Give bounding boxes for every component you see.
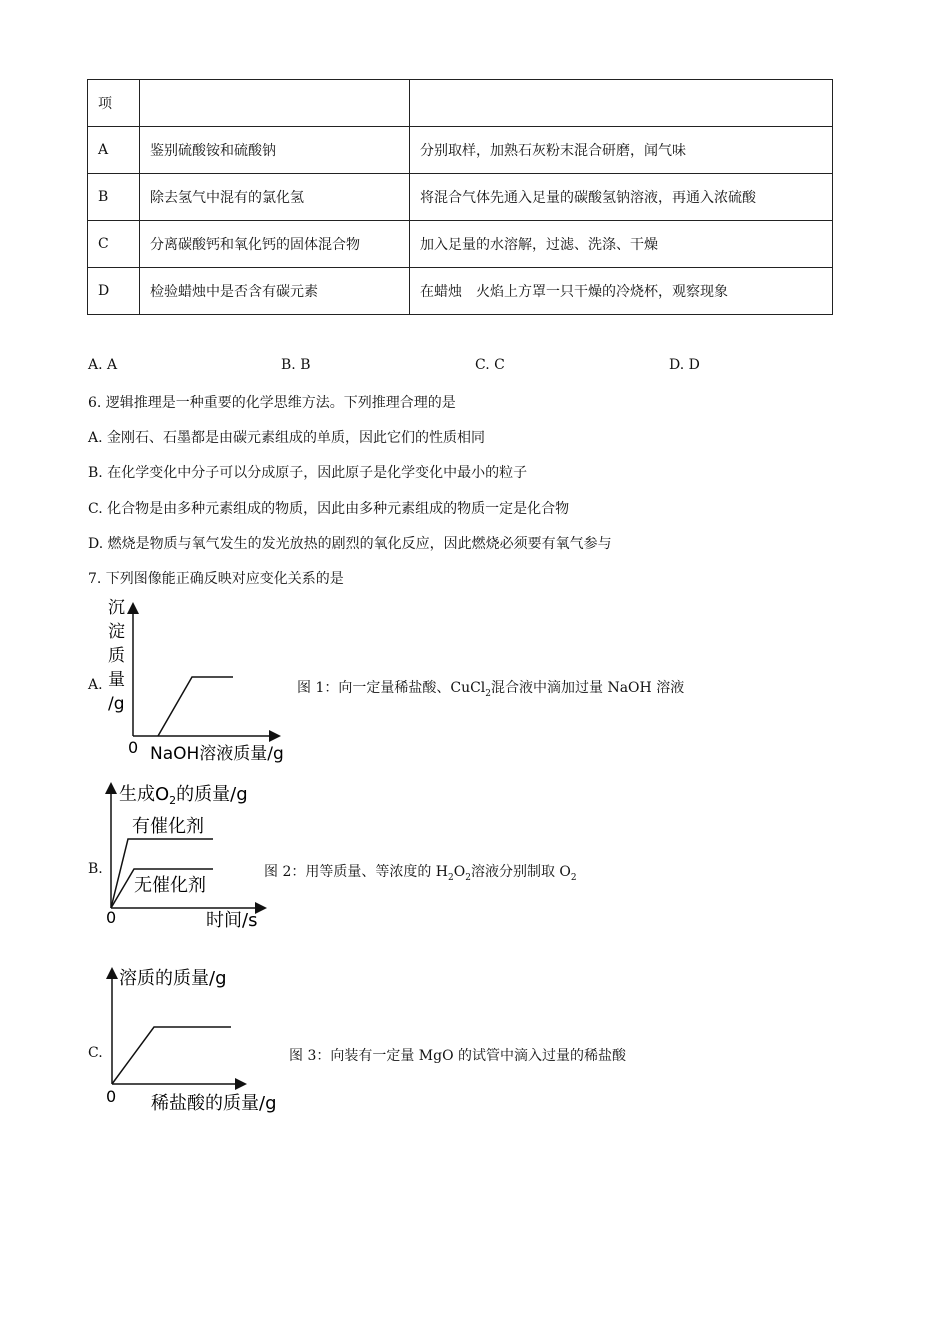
- caption-text: 图 1：向一定量稀盐酸、CuCl: [297, 680, 486, 696]
- table-header-cell: [140, 80, 410, 127]
- row-method: 将混合气体先通入足量的碳酸氢钠溶液，再通入浓硫酸: [410, 174, 833, 221]
- row-purpose: 分离碳酸钙和氧化钙的固体混合物: [140, 221, 410, 268]
- row-letter: A: [88, 127, 140, 174]
- figure-3-caption: 图 3：向装有一定量 MgO 的试管中滴入过量的稀盐酸: [289, 1048, 627, 1064]
- row-purpose: 检验蜡烛中是否含有碳元素: [140, 268, 410, 315]
- origin-label: 0: [106, 908, 117, 927]
- table-row: [88, 221, 833, 268]
- table-row: [88, 174, 833, 221]
- caption-subscript: 2: [448, 872, 454, 883]
- row-purpose: 鉴别硫酸铵和硫酸钠: [140, 127, 410, 174]
- label-without-catalyst: 无催化剂: [134, 875, 206, 896]
- caption-text: 溶液分别制取 O: [470, 864, 571, 880]
- q6-option-b[interactable]: B. 在化学变化中分子可以分成原子，因此原子是化学变化中最小的粒子: [88, 465, 528, 481]
- row-letter: C: [88, 221, 140, 268]
- y-label-char: /g: [108, 694, 125, 714]
- x-axis-label: 稀盐酸的质量/g: [151, 1093, 277, 1114]
- row-letter: B: [88, 174, 140, 221]
- q7-stem: 7. 下列图像能正确反映对应变化关系的是: [88, 571, 344, 587]
- table-row: [88, 127, 833, 174]
- x-axis-label: 时间/s: [206, 910, 258, 931]
- row-purpose: 除去氢气中混有的氯化氢: [140, 174, 410, 221]
- choice-d[interactable]: D. D: [669, 357, 700, 373]
- q6-stem: 6. 逻辑推理是一种重要的化学思维方法。下列推理合理的是: [88, 395, 456, 411]
- caption-subscript: 2: [465, 872, 471, 883]
- precipitate-curve: [158, 677, 233, 736]
- options-table: [87, 79, 833, 315]
- choice-c[interactable]: C. C: [475, 357, 505, 373]
- caption-text: O: [453, 864, 466, 880]
- fig-c-letter[interactable]: C.: [88, 1045, 103, 1061]
- y-axis-label: 生成$O_2$的质量/g: [119, 784, 248, 807]
- origin-label: 0: [106, 1087, 117, 1106]
- row-method: 加入足量的水溶解，过滤、洗涤、干燥: [410, 221, 833, 268]
- y-label-char: 淀: [108, 622, 125, 642]
- figure-1-chart: [100, 595, 300, 770]
- figure-3-chart: [100, 958, 300, 1118]
- figure-2-chart: [100, 775, 275, 935]
- q6-option-c[interactable]: C. 化合物是由多种元素组成的物质，因此由多种元素组成的物质一定是化合物: [88, 501, 570, 517]
- figure-1-caption: [297, 677, 684, 699]
- choice-b[interactable]: B. B: [281, 357, 311, 373]
- q6-option-a[interactable]: A. 金刚石、石墨都是由碳元素组成的单质，因此它们的性质相同: [88, 430, 486, 446]
- table-header-cell: 项: [88, 80, 140, 127]
- row-letter: D: [88, 268, 140, 315]
- caption-text: 混合液中滴加过量 NaOH 溶液: [491, 680, 685, 696]
- x-axis-label: NaOH溶液质量/g: [150, 744, 284, 764]
- caption-text: 图 2：用等质量、等浓度的 H: [264, 864, 449, 880]
- y-axis-label: 溶质的质量/g: [119, 968, 227, 989]
- origin-label: 0: [128, 738, 139, 757]
- row-method: 分别取样，加熟石灰粉末混合研磨，闻气味: [410, 127, 833, 174]
- table-header-cell: [410, 80, 833, 127]
- table-row: [88, 268, 833, 315]
- caption-subscript: 2: [570, 872, 577, 883]
- q6-option-d[interactable]: D. 燃烧是物质与氧气发生的发光放热的剧烈的氧化反应，因此燃烧必须要有氧气参与: [88, 536, 612, 552]
- y-label-char: 质: [108, 646, 125, 666]
- fig-b-letter[interactable]: B.: [88, 861, 103, 877]
- row-method: 在蜡烛 火焰上方罩一只干燥的冷烧杯，观察现象: [410, 268, 833, 315]
- solute-curve: [112, 1027, 231, 1084]
- label-with-catalyst: 有催化剂: [132, 816, 204, 837]
- figure-2-caption: [264, 861, 577, 883]
- fig-a-letter[interactable]: A.: [88, 677, 103, 693]
- curve-with-catalyst: [111, 839, 213, 908]
- y-label-char: 沉: [108, 598, 125, 618]
- table-header-row: [88, 80, 833, 127]
- caption-subscript: 2: [485, 688, 492, 699]
- choice-a[interactable]: A. A: [88, 357, 118, 373]
- y-label-char: 量: [108, 670, 125, 690]
